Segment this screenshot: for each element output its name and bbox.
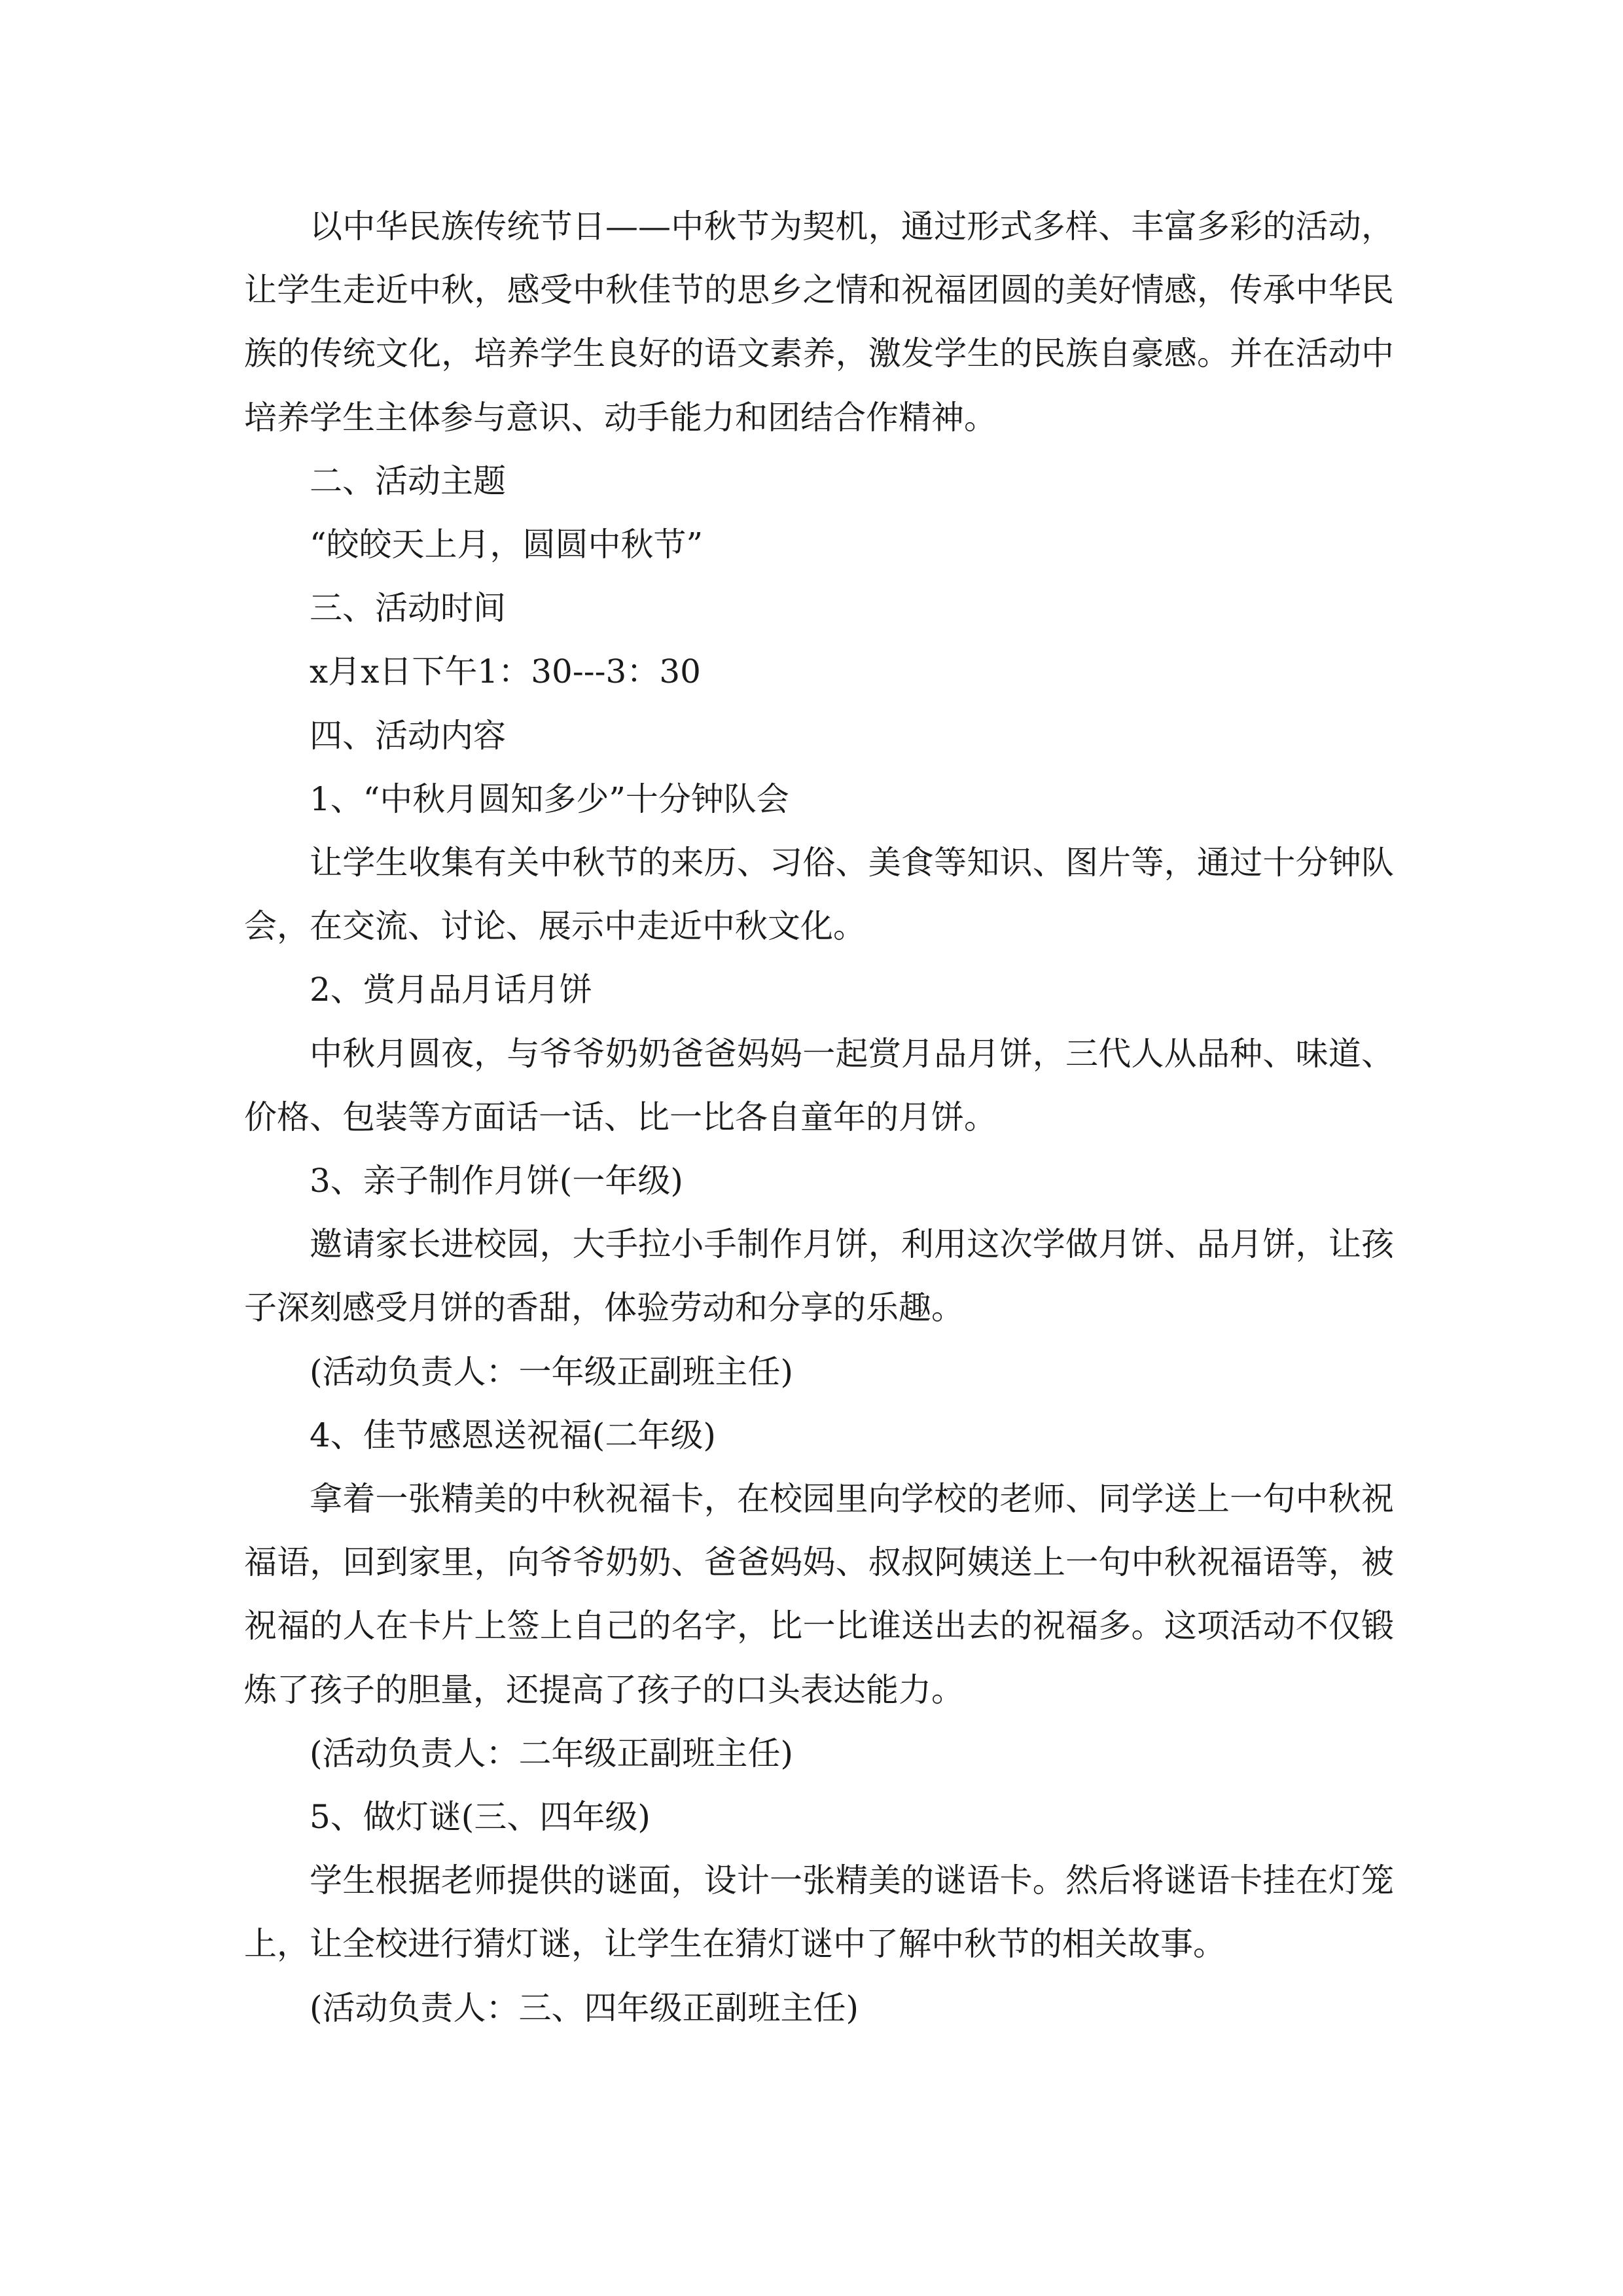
item-5-title: 5、做灯谜(三、四年级) <box>310 1798 651 1837</box>
item-5-owner: (活动负责人：三、四年级正副班主任) <box>310 1988 859 2027</box>
item-2-text: 中秋月圆夜，与爷爷奶奶爸爸妈妈一起赏月品月饼，三代人从品种、味道、价格、包装等方面话一话、比一比各自童年的月饼。 <box>244 1034 1394 1136</box>
heading-activity-theme: 二、活动主题 <box>310 461 506 500</box>
item-1-title: 1、“中秋月圆知多少”十分钟队会 <box>310 780 789 818</box>
paragraph-intro: 以中华民族传统节日——中秋节为契机，通过形式多样、丰富多彩的活动，让学生走近中秋，感受中秋佳节的思乡之情和祝福团圆的美好情感，传承中华民族的传统文化，培养学生良好的语文素养，激发学生的民族自豪感。并在活动中培养学生主体参与意识、动手能力和团结合作精神。 <box>244 207 1394 437</box>
heading-activity-time: 三、活动时间 <box>310 589 506 628</box>
body-text <box>244 195 1394 2040</box>
item-4-owner: (活动负责人：二年级正副班主任) <box>310 1734 794 1772</box>
item-4-text: 拿着一张精美的中秋祝福卡，在校园里向学校的老师、同学送上一句中秋祝福语，回到家里，向爷爷奶奶、爸爸妈妈、叔叔阿姨送上一句中秋祝福语等，被祝福的人在卡片上签上自己的名字，比一比谁送出去的祝福多。这项活动不仅锻炼了孩子的胆量，还提高了孩子的口头表达能力。 <box>244 1480 1394 1709</box>
heading-activity-content: 四、活动内容 <box>310 716 506 755</box>
item-5-text: 学生根据老师提供的谜面，设计一张精美的谜语卡。然后将谜语卡挂在灯笼上，让全校进行猜灯谜，让学生在猜灯谜中了解中秋节的相关故事。 <box>244 1861 1394 1964</box>
item-1-text: 让学生收集有关中秋节的来历、习俗、美食等知识、图片等，通过十分钟队会，在交流、讨论、展示中走近中秋文化。 <box>244 844 1394 946</box>
item-3-title: 3、亲子制作月饼(一年级) <box>310 1162 683 1200</box>
item-2-title: 2、赏月品月话月饼 <box>310 971 592 1009</box>
activity-time-text: x月x日下午1：30---3：30 <box>310 653 701 691</box>
activity-theme-text: “皎皎天上月，圆圆中秋节” <box>310 526 704 564</box>
item-3-owner: (活动负责人：一年级正副班主任) <box>310 1352 794 1391</box>
item-3-text: 邀请家长进校园，大手拉小手制作月饼，利用这次学做月饼、品月饼，让孩子深刻感受月饼的香甜，体验劳动和分享的乐趣。 <box>244 1225 1394 1327</box>
item-4-title: 4、佳节感恩送祝福(二年级) <box>310 1416 716 1454</box>
